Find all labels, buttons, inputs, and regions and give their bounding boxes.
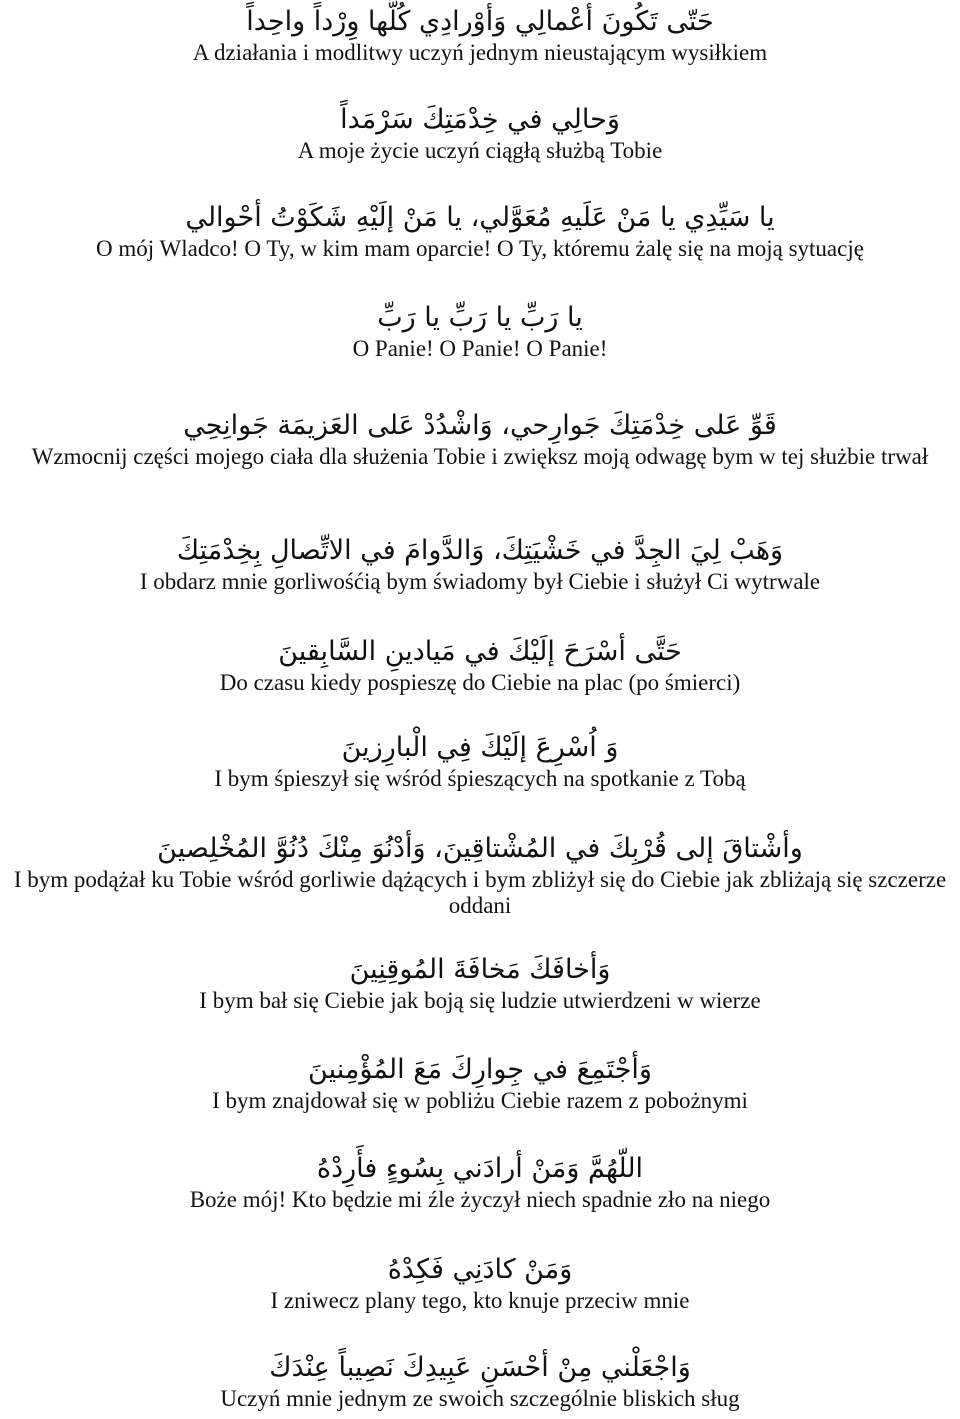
verse-5 [0,408,960,470]
verse-translation: A moje życie uczyń ciągłą służbą Tobie [297,138,663,163]
verse-1 [0,4,960,66]
verse-translation: I bym śpieszył się wśród śpieszących na spotkanie z Tobą [214,766,746,791]
verse-translation: I zniwecz plany tego, kto knuje przeciw mnie [270,1288,690,1313]
verse-arabic: وَأجْتَمِعَ في جِوارِكَ مَعَ المُؤْمِنينَ [308,1054,652,1085]
verse-10 [0,952,960,1014]
verse-arabic: يا سَيِّدِي يا مَنْ عَلَيهِ مُعَوَّلي، يا مَنْ إلَيْهِ شَكَوْتُ أحْوالي [185,202,775,233]
verse-translation: O Panie! O Panie! O Panie! [352,336,608,361]
verse-arabic: وَهَبْ لِيَ الجِدَّ في خَشْيَتِكَ، وَالدَّوامَ في الاتِّصالِ بِخِدْمَتِكَ [176,535,784,566]
verse-arabic: وَأخافَكَ مَخافَةَ المُوقِنِينَ [349,954,611,985]
verse-translation: I bym podążał ku Tobie wśród gorliwie dążących i bym zbliżył się do Ciebie jak zbliżają się szczerze oddani [13,867,947,918]
verse-8 [0,730,960,792]
verse-11 [0,1052,960,1114]
verse-translation: I bym bał się Ciebie jak boją się ludzie utwierdzeni w wierze [199,988,761,1013]
verse-14 [0,1350,960,1412]
verse-arabic: اللّهُمَّ وَمَنْ أرادَني بِسُوءٍ فأَرِدْهُ [316,1153,644,1184]
verse-6 [0,533,960,595]
verse-arabic: وَمَنْ كادَنِي فَكِدْهُ [387,1254,573,1285]
verse-4 [0,300,960,362]
verse-arabic: يا رَبِّ يا رَبِّ يا رَبِّ [377,302,583,333]
verse-translation: I obdarz mnie gorliwośćią bym świadomy był Ciebie i służył Ci wytrwale [139,569,821,594]
verse-13 [0,1252,960,1314]
verse-translation: I bym znajdował się w pobliżu Ciebie razem z pobożnymi [212,1088,748,1113]
verse-7 [0,634,960,696]
verse-arabic: وَاجْعَلْني مِنْ أحْسَنِ عَبِيدِكَ نَصِيباً عِنْدَكَ [269,1352,691,1383]
verse-9 [0,831,960,919]
verse-12 [0,1151,960,1213]
verse-2 [0,102,960,164]
verse-translation: O mój Wladco! O Ty, w kim mam oparcie! O Ty, któremu żalę się na moją sytuację [96,236,864,261]
verse-arabic: وَحالِي في خِدْمَتِكَ سَرْمَداً [340,104,620,135]
verse-arabic: حَتّى تَكُونَ أعْمالِي وَأوْرادِي كُلُّها وِرْداً واحِداً [246,6,714,37]
verse-arabic: وَ اُسْرِعَ إلَيْكَ فِي الْبارِزينَ [341,732,619,763]
verse-translation: Boże mój! Kto będzie mi źle życzył niech spadnie zło na niego [189,1187,771,1212]
verse-arabic: وأشْتاقَ إلى قُرْبِكَ في المُشْتاقِينَ، وَأدْنُوَ مِنْكَ دُنُوَّ المُخْلِصينَ [157,833,803,864]
verse-3 [0,200,960,262]
verse-arabic: قَوِّ عَلى خِدْمَتِكَ جَوارِحي، وَاشْدُدْ عَلى العَزيمَة جَوانِحِي [183,410,777,441]
verse-translation: A działania i modlitwy uczyń jednym nieustającym wysiłkiem [192,40,768,65]
verse-translation: Do czasu kiedy pospieszę do Ciebie na plac (po śmierci) [219,670,741,695]
verse-translation: Uczyń mnie jednym ze swoich szczególnie bliskich sług [220,1386,740,1411]
verse-arabic: حَتَّى أسْرَحَ إلَيْكَ في مَيادينِ السَّابِقينَ [278,636,682,667]
verse-translation: Wzmocnij części mojego ciała dla służenia Tobie i zwiększ moją odwagę bym w tej służbie trwał [31,444,929,469]
